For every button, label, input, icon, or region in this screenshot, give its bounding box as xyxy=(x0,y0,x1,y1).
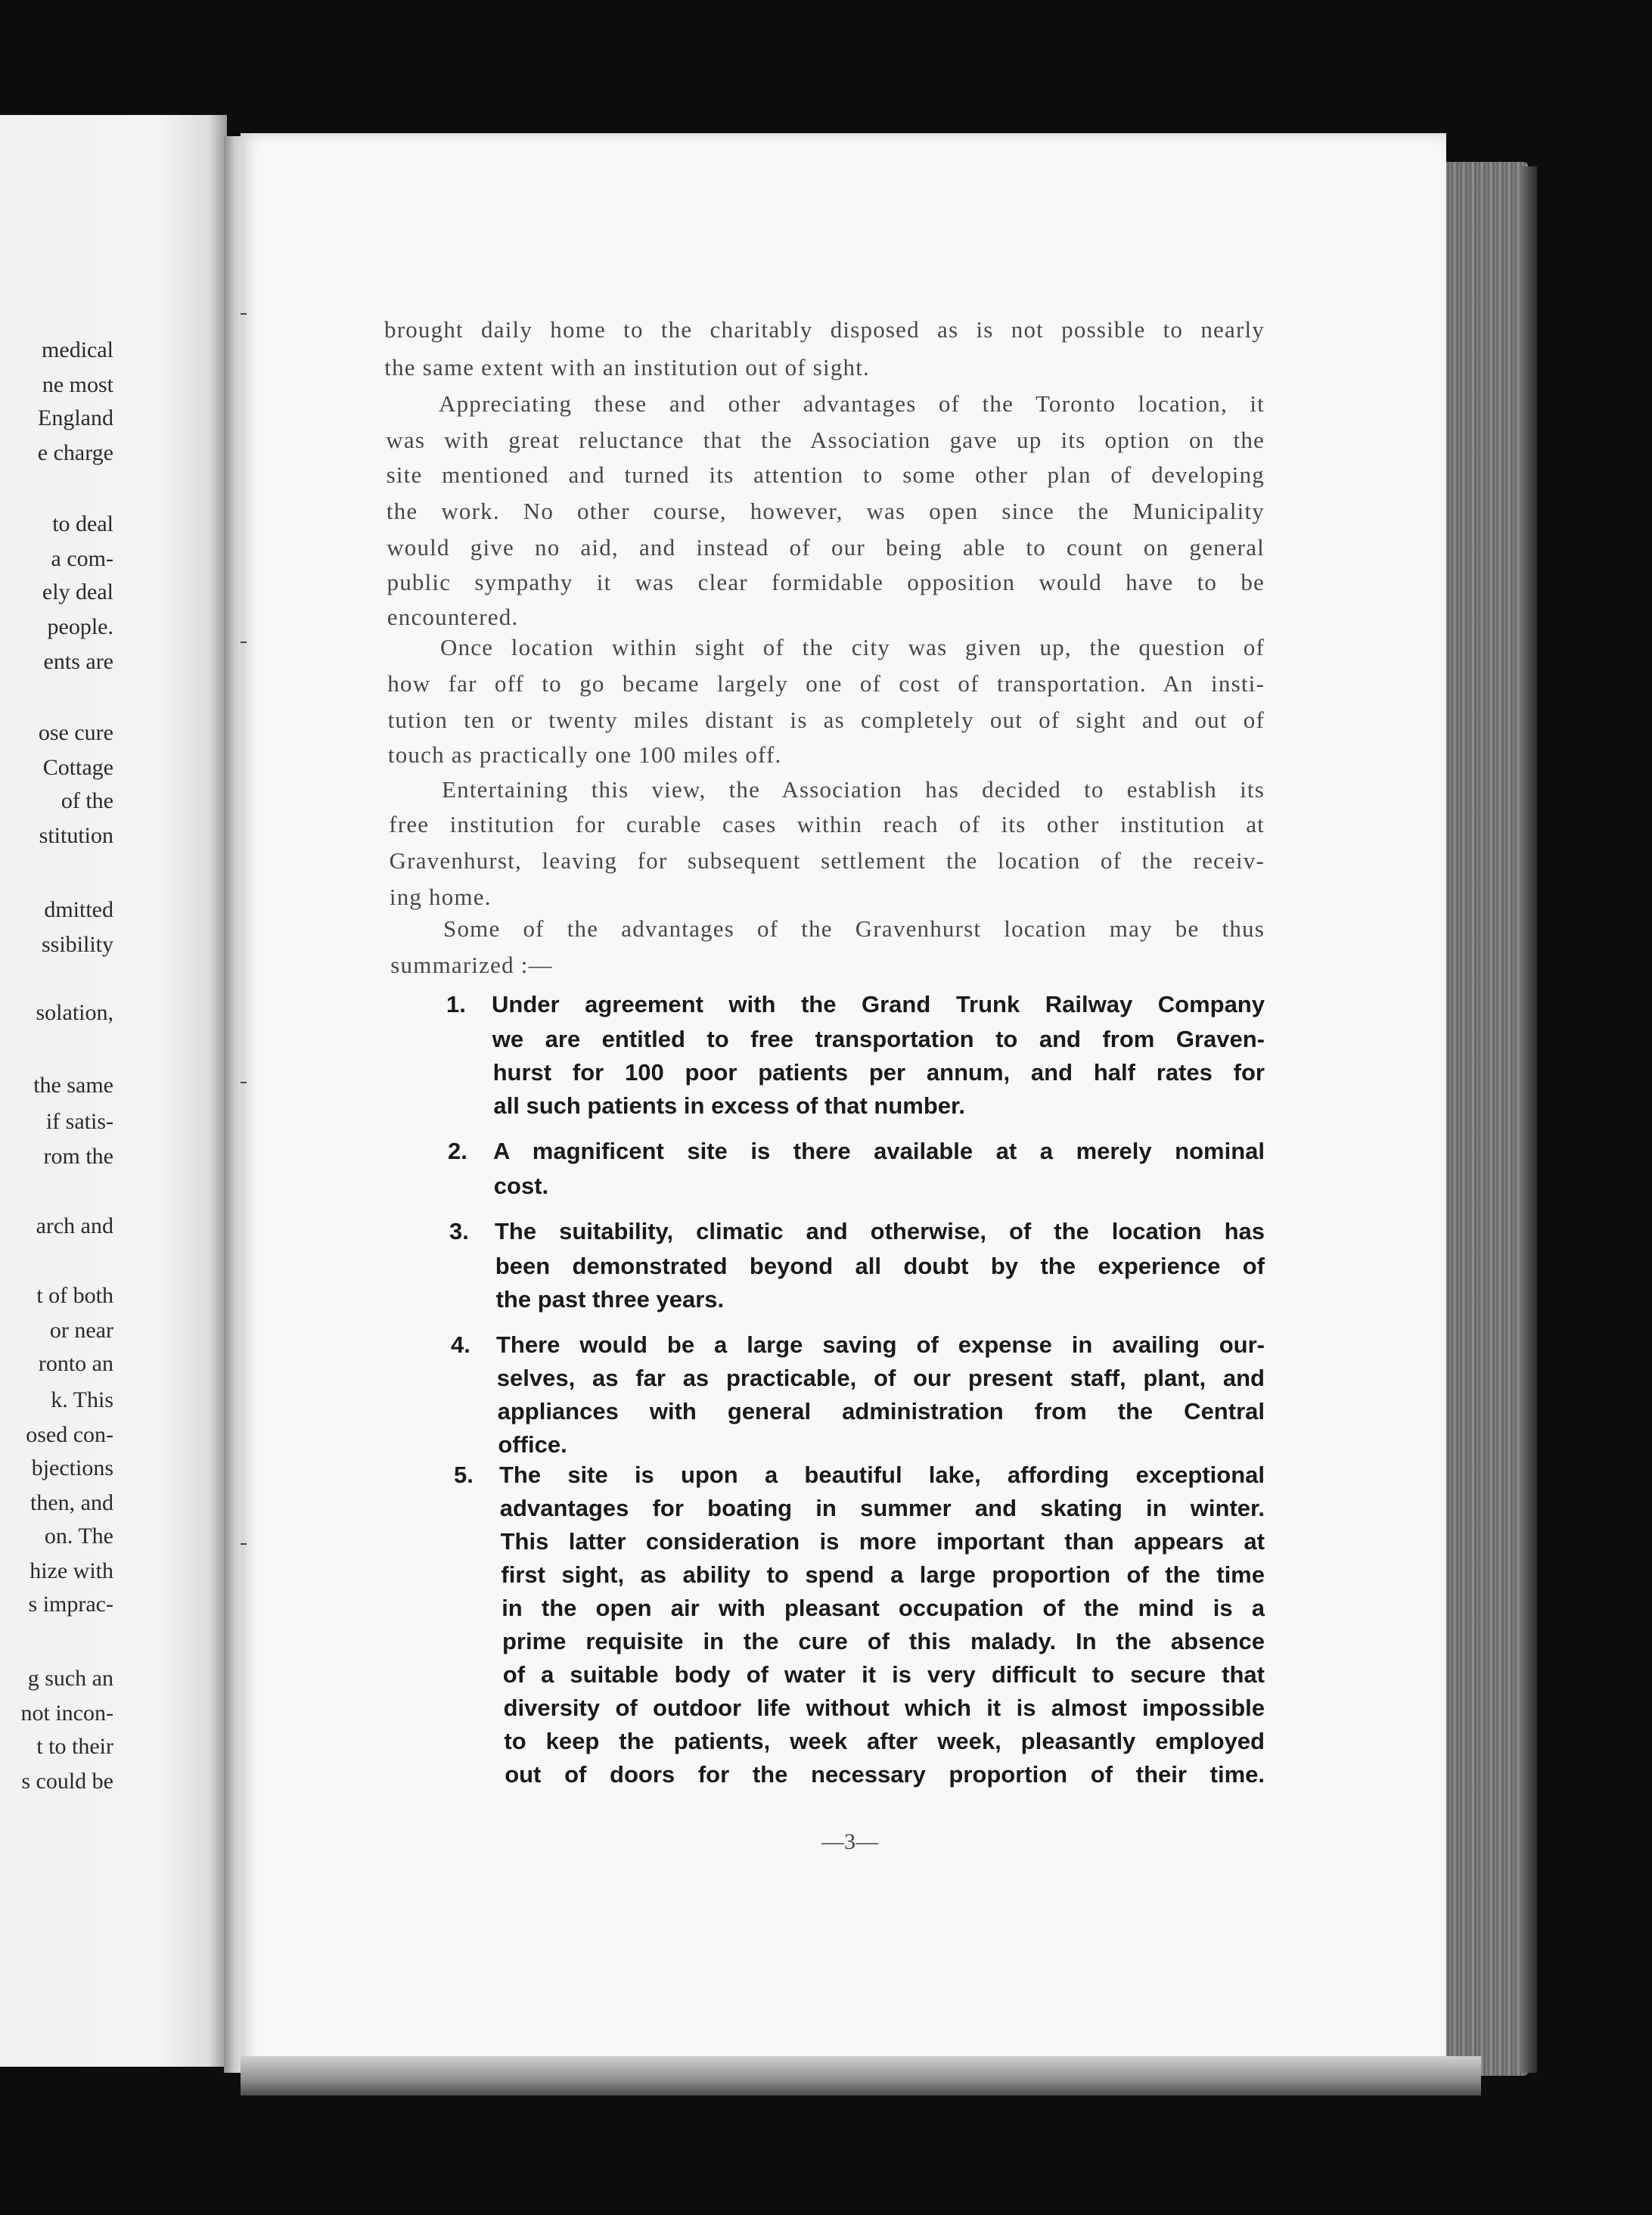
list-item-line: the past three years. xyxy=(495,1286,725,1313)
paragraph-line: ing home. xyxy=(389,884,492,910)
page-bottom-edge xyxy=(241,2056,1481,2095)
list-item-line: hurst for 100 poor patients per annum, and half rates for xyxy=(492,1059,1265,1086)
list-item-line: out of doors for the necessary proportion of their time. xyxy=(505,1761,1265,1788)
left-page-text-fragment: Cottage xyxy=(42,755,113,780)
left-page-text-fragment: t of both xyxy=(36,1283,113,1308)
left-page-text-fragment: rom the xyxy=(43,1144,113,1169)
left-page-text-fragment: arch and xyxy=(36,1213,113,1238)
left-page-text-fragment: the same xyxy=(33,1073,113,1098)
paragraph-line: Some of the advantages of the Gravenhurst location may be thus xyxy=(443,915,1265,942)
left-page-text-fragment: g such an xyxy=(27,1666,113,1691)
list-item-number: 2. xyxy=(448,1138,467,1164)
list-item-line: of a suitable body of water it is very difficult to secure that xyxy=(502,1661,1265,1688)
left-page-text-fragment: ssibility xyxy=(41,932,113,957)
left-page-text-fragment: if satis- xyxy=(45,1109,113,1134)
list-item-line: first sight, as ability to spend a large proportion of the time xyxy=(501,1561,1265,1588)
paragraph-line: free institution for curable cases within reach of its other institution at xyxy=(389,811,1265,837)
left-page-text-fragment: people. xyxy=(47,614,113,639)
list-item-line: The site is upon a beautiful lake, affording exceptional xyxy=(499,1462,1265,1488)
list-item-line: Under agreement with the Grand Trunk Railway Company xyxy=(492,991,1265,1017)
left-page-text-fragment: stitution xyxy=(39,823,113,848)
paragraph-line: encountered. xyxy=(387,604,519,630)
left-page-text-fragment: ronto an xyxy=(38,1351,113,1376)
left-page-text-fragment: of the xyxy=(61,788,113,813)
page-edges-shadow xyxy=(1520,166,1537,2073)
paragraph-line: how far off to go became largely one of cost of transportation. An insti- xyxy=(387,670,1265,697)
left-page-text-fragment: England xyxy=(38,405,113,430)
paragraph-line: Entertaining this view, the Association has decided to establish its xyxy=(442,776,1265,803)
list-item-line: prime requisite in the cure of this malady. In the absence xyxy=(502,1628,1265,1654)
margin-tick xyxy=(241,1082,247,1083)
list-item-line: all such patients in excess of that number. xyxy=(493,1092,966,1119)
left-page-text-fragment: t to their xyxy=(36,1734,113,1759)
paragraph-line: public sympathy it was clear formidable opposition would have to be xyxy=(387,569,1265,595)
paragraph-line: summarized :— xyxy=(390,952,553,978)
left-page-text-fragment: e charge xyxy=(37,440,113,465)
paragraph-line: Appreciating these and other advantages of the Toronto location, it xyxy=(439,390,1265,417)
list-item-line: diversity of outdoor life without which it is almost impossible xyxy=(503,1695,1265,1721)
margin-tick xyxy=(241,642,247,643)
paragraph-line: Once location within sight of the city was given up, the question of xyxy=(440,634,1265,660)
list-item-number: 5. xyxy=(454,1462,474,1488)
left-page-text-fragment: then, and xyxy=(30,1490,113,1515)
left-facing-page xyxy=(0,115,227,2067)
list-item-line: to keep the patients, week after week, pleasantly employed xyxy=(504,1728,1265,1754)
left-page-text-fragment: k. This xyxy=(51,1387,113,1412)
page-number: —3— xyxy=(821,1829,878,1854)
left-page-text-fragment: s imprac- xyxy=(28,1592,113,1617)
paragraph-line: touch as practically one 100 miles off. xyxy=(387,741,782,768)
list-item-line: we are entitled to free transportation to and from Graven- xyxy=(492,1026,1265,1052)
margin-tick xyxy=(241,313,247,315)
left-page-text-fragment: to deal xyxy=(52,511,113,536)
margin-tick xyxy=(241,1543,247,1545)
left-page-text-fragment: not incon- xyxy=(20,1701,113,1726)
list-item-line: This latter consideration is more important than appears at xyxy=(500,1528,1265,1555)
left-page-text-fragment: dmitted xyxy=(44,897,113,922)
left-page-text-fragment: bjections xyxy=(31,1455,113,1480)
left-page-text-fragment: a com- xyxy=(51,546,113,571)
left-page-text-fragment: ely deal xyxy=(42,579,113,604)
paragraph-line: was with great reluctance that the Association gave up its option on the xyxy=(386,427,1265,453)
left-page-text-fragment: s could be xyxy=(21,1769,113,1794)
list-item-line: been demonstrated beyond all doubt by the experience of xyxy=(495,1253,1265,1279)
list-item-line: A magnificent site is there available at a merely nominal xyxy=(493,1138,1265,1164)
left-page-text-fragment: hize with xyxy=(30,1558,113,1583)
paragraph-line: tution ten or twenty miles distant is as completely out of sight and out of xyxy=(387,707,1265,733)
left-page-text-fragment: solation, xyxy=(36,1000,113,1025)
list-item-number: 3. xyxy=(449,1218,469,1244)
list-item-line: cost. xyxy=(493,1173,549,1199)
list-item-line: selves, as far as practicable, of our present staff, plant, and xyxy=(496,1365,1265,1391)
list-item-number: 1. xyxy=(446,991,466,1017)
left-page-text-fragment: medical xyxy=(42,337,113,362)
paragraph-line: Gravenhurst, leaving for subsequent settlement the location of the receiv- xyxy=(389,847,1265,874)
paragraph-line: would give no aid, and instead of our being able to count on general xyxy=(387,534,1265,561)
paragraph-line: the work. No other course, however, was open since the Municipality xyxy=(386,498,1265,524)
left-page-text-fragment: ne most xyxy=(42,372,113,397)
list-item-line: advantages for boating in summer and skating in winter. xyxy=(499,1495,1265,1521)
left-page-text-fragment: or near xyxy=(49,1318,113,1343)
left-page-text-fragment: ose cure xyxy=(38,720,113,745)
list-item-line: appliances with general administration from the Central xyxy=(497,1398,1265,1424)
list-item-line: There would be a large saving of expense in availing our- xyxy=(496,1331,1265,1358)
paragraph-line: the same extent with an institution out of sight. xyxy=(384,354,870,381)
list-item-line: The suitability, climatic and otherwise, of the location has xyxy=(495,1218,1265,1244)
list-item-line: in the open air with pleasant occupation of the mind is a xyxy=(502,1595,1265,1621)
paragraph-line: brought daily home to the charitably disposed as is not possible to nearly xyxy=(384,316,1265,343)
list-item-line: office. xyxy=(498,1431,567,1458)
left-page-text-fragment: on. The xyxy=(44,1524,113,1549)
paragraph-line: site mentioned and turned its attention to some other plan of developing xyxy=(386,461,1265,488)
list-item-number: 4. xyxy=(451,1331,470,1358)
left-page-text-fragment: ents are xyxy=(43,649,113,674)
left-page-text-fragment: osed con- xyxy=(26,1422,113,1447)
